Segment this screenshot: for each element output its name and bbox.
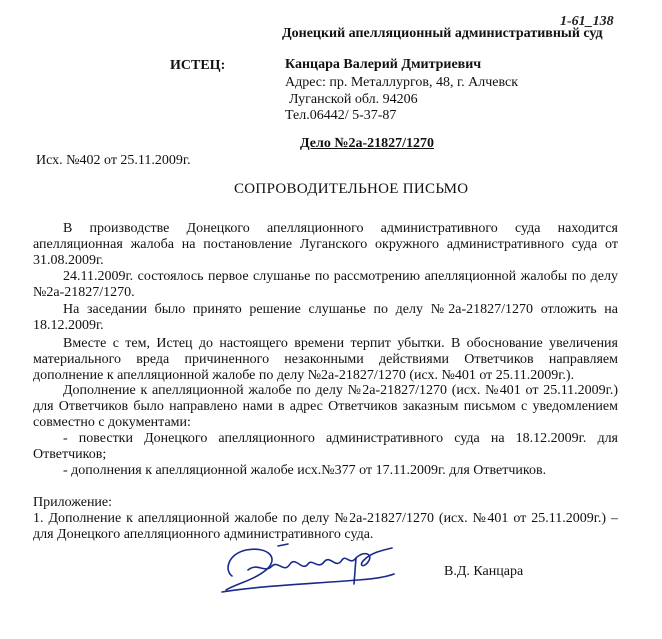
page-reference: 1-61_138 <box>560 14 614 29</box>
court-name: Донецкий апелляционный административный суд <box>282 26 603 41</box>
list-item: - повестки Донецкого апелляционного административного суда на 18.12.2009г. для Ответчиков; <box>33 431 618 462</box>
plaintiff-name: Канцара Валерий Дмитриевич <box>285 57 482 72</box>
address-line-3: Тел.06442/ 5-37-87 <box>285 108 397 123</box>
case-number: Дело №2а-21827/1270 <box>300 136 434 151</box>
attachment-title: Приложение: <box>33 495 113 510</box>
signature-image <box>218 540 398 598</box>
attachment-item: 1. Дополнение к апелляционной жалобе по делу №2а-21827/1270 (исх. №401 от 25.11.2009г.) – для Донецкого апелляционного административного суда. <box>33 511 618 542</box>
document-title: СОПРОВОДИТЕЛЬНОЕ ПИСЬМО <box>234 181 469 197</box>
list-item: - дополнения к апелляционной жалобе исх.№377 от 17.11.2009г. для Ответчиков. <box>63 463 547 478</box>
body-paragraph-2: 24.11.2009г. состоялось первое слушанье по рассмотрению апелляционной жалобы по делу №2а-21827/1270. <box>33 269 618 300</box>
plaintiff-label: ИСТЕЦ: <box>170 58 226 73</box>
signer-name: В.Д. Канцара <box>444 564 524 579</box>
body-paragraph-3: На заседании было принято решение слушанье по делу №2а-21827/1270 отложить на 18.12.2009г. <box>33 302 618 333</box>
body-paragraph-1: В производстве Донецкого апелляционного административного суда находится апелляционная жалоба на постановление Луганского окружного административного суда от 31.08.2009г. <box>33 221 618 268</box>
address-line-1: Адрес: пр. Металлургов, 48, г. Алчевск <box>285 75 519 90</box>
body-paragraph-4: Вместе с тем, Истец до настоящего времени терпит убытки. В обоснование увеличения материального вреда причиненного незаконными действиями Ответчиков направляем дополнение к апелляционной жалобе по делу №2а-21827/1270 (исх. №401 от 25.11.2009г.). <box>33 336 618 383</box>
outgoing-reference: Исх. №402 от 25.11.2009г. <box>36 153 191 168</box>
body-paragraph-5: Дополнение к апелляционной жалобе по делу №2а-21827/1270 (исх. №401 от 25.11.2009г.) для Ответчиков было направлено нами в адрес Ответчиков заказным письмом с уведомлением совместно с документами: <box>33 383 618 430</box>
address-line-2: Луганской обл. 94206 <box>289 92 418 107</box>
